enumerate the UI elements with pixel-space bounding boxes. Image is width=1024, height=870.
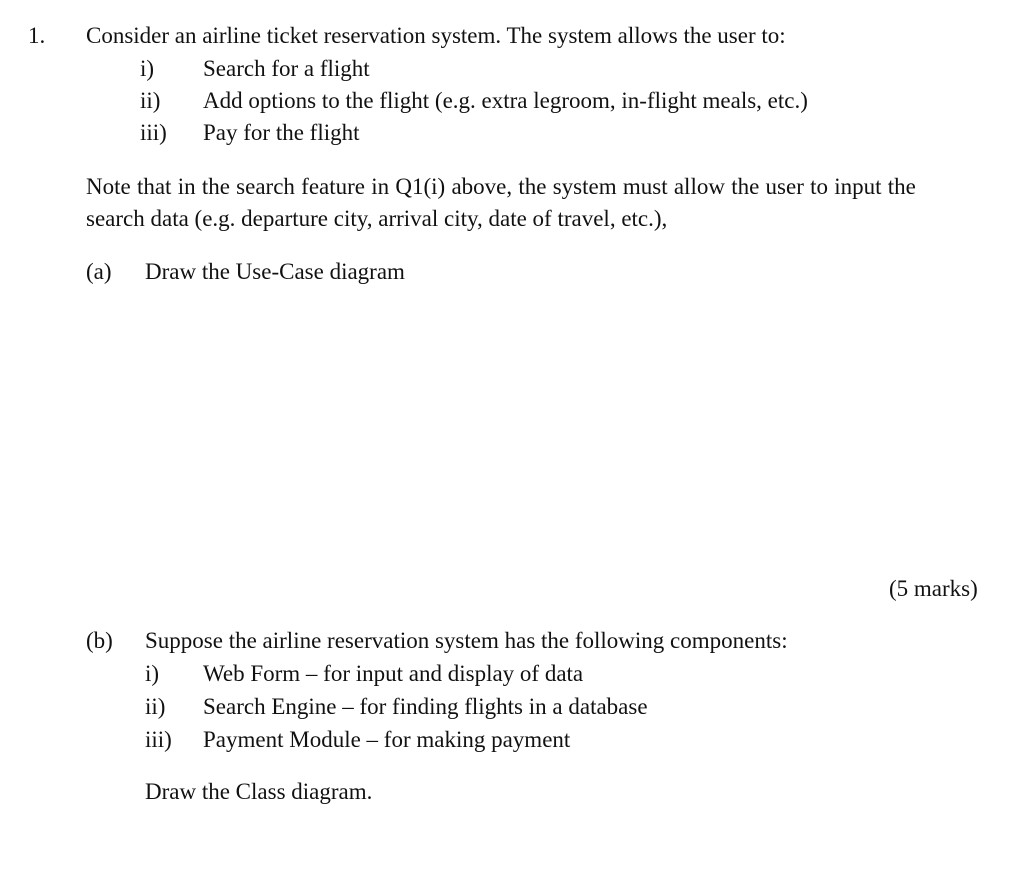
part-b-instruction: Draw the Class diagram. (145, 779, 373, 804)
part-a-label: (a) (86, 259, 112, 284)
question-number: 1. (28, 23, 46, 48)
question-intro: Consider an airline ticket reservation system. The system allows the user to: (86, 23, 786, 48)
note-line: search data (e.g. departure city, arrival city, date of travel, etc.), (86, 206, 668, 231)
feature-number: ii) (140, 88, 161, 113)
component-number: ii) (145, 694, 166, 719)
marks-label: (5 marks) (889, 576, 978, 601)
part-b-label: (b) (86, 628, 113, 653)
feature-text: Search for a flight (203, 56, 370, 81)
component-text: Search Engine – for finding flights in a database (203, 694, 648, 719)
part-b-text: Suppose the airline reservation system has the following components: (145, 628, 788, 653)
part-a-text: Draw the Use-Case diagram (145, 259, 405, 284)
feature-text: Pay for the flight (203, 120, 360, 145)
component-text: Payment Module – for making payment (203, 727, 571, 752)
component-text: Web Form – for input and display of data (203, 661, 584, 686)
component-number: iii) (145, 727, 172, 752)
feature-number: i) (140, 56, 155, 81)
note-line: Note that in the search feature in Q1(i) above, the system must allow the user to input the (86, 174, 916, 199)
feature-number: iii) (140, 120, 167, 145)
component-number: i) (145, 661, 160, 686)
feature-text: Add options to the flight (e.g. extra legroom, in-flight meals, etc.) (203, 88, 808, 113)
